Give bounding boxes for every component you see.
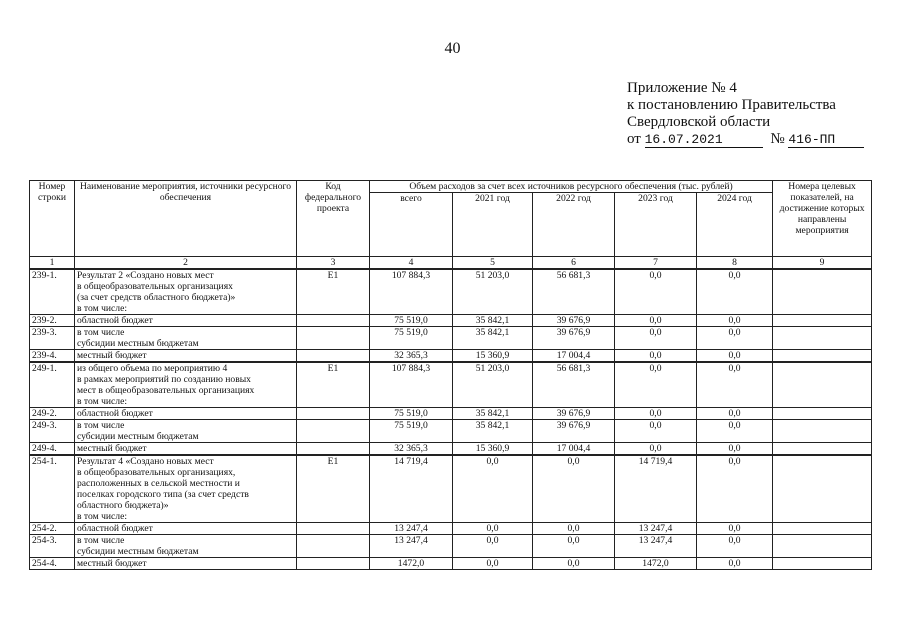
header-2023: 2023 год	[615, 193, 697, 257]
total-cell: 13 247,4	[370, 535, 453, 558]
table-body	[30, 269, 872, 570]
targets-cell	[773, 327, 872, 350]
table-row	[30, 327, 872, 350]
value-2023-cell: 13 247,4	[615, 535, 697, 558]
value-2022-cell: 17 004,4	[533, 443, 615, 456]
appendix-block	[627, 80, 864, 148]
value-2022-cell: 39 676,9	[533, 408, 615, 420]
value-2024-cell: 0,0	[697, 315, 773, 327]
appendix-resolution-line: к постановлению Правительства	[627, 97, 836, 113]
header-name: Наименование мероприятия, источники ресурсного обеспечения	[75, 181, 297, 257]
value-2023-cell: 1472,0	[615, 558, 697, 570]
header-2022: 2022 год	[533, 193, 615, 257]
targets-cell	[773, 455, 872, 523]
value-2024-cell: 0,0	[697, 362, 773, 408]
value-2023-cell: 0,0	[615, 443, 697, 456]
column-number: 3	[297, 257, 370, 270]
table-row	[30, 350, 872, 363]
total-cell: 107 884,3	[370, 362, 453, 408]
total-cell: 32 365,3	[370, 443, 453, 456]
value-2024-cell: 0,0	[697, 535, 773, 558]
table-row	[30, 558, 872, 570]
table-row	[30, 455, 872, 523]
value-2021-cell: 35 842,1	[453, 315, 533, 327]
federal-code-cell: Е1	[297, 362, 370, 408]
value-2022-cell: 0,0	[533, 558, 615, 570]
header-total: всего	[370, 193, 453, 257]
value-2022-cell: 0,0	[533, 523, 615, 535]
header-2024: 2024 год	[697, 193, 773, 257]
value-2022-cell: 0,0	[533, 455, 615, 523]
table-row	[30, 315, 872, 327]
value-2024-cell: 0,0	[697, 523, 773, 535]
federal-code-cell	[297, 443, 370, 456]
column-number: 4	[370, 257, 453, 270]
row-name-cell: в том числе субсидии местным бюджетам	[75, 420, 297, 443]
column-number: 6	[533, 257, 615, 270]
federal-code-cell	[297, 535, 370, 558]
value-2023-cell: 0,0	[615, 408, 697, 420]
value-2021-cell: 51 203,0	[453, 362, 533, 408]
row-number-cell: 239-3.	[30, 327, 75, 350]
value-2023-cell: 0,0	[615, 350, 697, 363]
federal-code-cell: Е1	[297, 269, 370, 315]
total-cell: 75 519,0	[370, 327, 453, 350]
value-2024-cell: 0,0	[697, 420, 773, 443]
value-2022-cell: 39 676,9	[533, 315, 615, 327]
total-cell: 75 519,0	[370, 420, 453, 443]
header-volume: Объем расходов за счет всех источников ресурсного обеспечения (тыс. рублей)	[370, 181, 773, 193]
value-2023-cell: 0,0	[615, 420, 697, 443]
row-name-cell: областной бюджет	[75, 315, 297, 327]
row-name-cell: областной бюджет	[75, 523, 297, 535]
row-number-cell: 249-2.	[30, 408, 75, 420]
value-2021-cell: 35 842,1	[453, 327, 533, 350]
table-row	[30, 408, 872, 420]
targets-cell	[773, 269, 872, 315]
value-2024-cell: 0,0	[697, 443, 773, 456]
targets-cell	[773, 558, 872, 570]
column-number-row	[30, 257, 872, 270]
row-name-cell: Результат 4 «Создано новых мест в общеобразовательных организациях, расположенных в сельской местности и поселках городского типа (за счет средств областного бюджета)» в том числе:	[75, 455, 297, 523]
row-number-cell: 254-4.	[30, 558, 75, 570]
federal-code-cell: Е1	[297, 455, 370, 523]
header-row-number: Номер строки	[30, 181, 75, 257]
value-2022-cell: 56 681,3	[533, 269, 615, 315]
row-name-cell: Результат 2 «Создано новых мест в общеобразовательных организациях (за счет средств областного бюджета)» в том числе:	[75, 269, 297, 315]
federal-code-cell	[297, 420, 370, 443]
value-2024-cell: 0,0	[697, 408, 773, 420]
federal-code-cell	[297, 558, 370, 570]
header-federal-code: Код федерального проекта	[297, 181, 370, 257]
row-number-cell: 249-4.	[30, 443, 75, 456]
resolution-number: 416-ПП	[788, 132, 864, 148]
federal-code-cell	[297, 327, 370, 350]
value-2021-cell: 15 360,9	[453, 350, 533, 363]
appendix-region-line: Свердловской области	[627, 114, 771, 130]
table-row	[30, 269, 872, 315]
value-2021-cell: 0,0	[453, 558, 533, 570]
row-number-cell: 249-1.	[30, 362, 75, 408]
table-row	[30, 523, 872, 535]
row-name-cell: местный бюджет	[75, 350, 297, 363]
row-name-cell: в том числе субсидии местным бюджетам	[75, 327, 297, 350]
column-number: 8	[697, 257, 773, 270]
appendix-title: Приложение № 4	[627, 80, 737, 96]
targets-cell	[773, 420, 872, 443]
value-2024-cell: 0,0	[697, 455, 773, 523]
row-number-cell: 249-3.	[30, 420, 75, 443]
table-row	[30, 362, 872, 408]
column-number: 5	[453, 257, 533, 270]
header-2021: 2021 год	[453, 193, 533, 257]
from-label: от	[627, 131, 641, 147]
federal-code-cell	[297, 408, 370, 420]
value-2023-cell: 14 719,4	[615, 455, 697, 523]
value-2022-cell: 39 676,9	[533, 327, 615, 350]
value-2021-cell: 35 842,1	[453, 408, 533, 420]
header-targets: Номера целевых показателей, на достижение которых направлены мероприятия	[773, 181, 872, 257]
targets-cell	[773, 362, 872, 408]
targets-cell	[773, 350, 872, 363]
value-2021-cell: 35 842,1	[453, 420, 533, 443]
table-row	[30, 535, 872, 558]
total-cell: 14 719,4	[370, 455, 453, 523]
appendix-date-line	[627, 131, 864, 148]
value-2021-cell: 0,0	[453, 455, 533, 523]
total-cell: 75 519,0	[370, 408, 453, 420]
total-cell: 1472,0	[370, 558, 453, 570]
value-2023-cell: 0,0	[615, 362, 697, 408]
value-2021-cell: 0,0	[453, 523, 533, 535]
value-2024-cell: 0,0	[697, 327, 773, 350]
row-name-cell: из общего объема по мероприятию 4 в рамках мероприятий по созданию новых мест в общеобразовательных организациях в том числе:	[75, 362, 297, 408]
number-label: №	[770, 131, 785, 147]
targets-cell	[773, 535, 872, 558]
value-2024-cell: 0,0	[697, 558, 773, 570]
table-row	[30, 420, 872, 443]
value-2022-cell: 56 681,3	[533, 362, 615, 408]
row-number-cell: 239-2.	[30, 315, 75, 327]
value-2024-cell: 0,0	[697, 269, 773, 315]
value-2023-cell: 0,0	[615, 327, 697, 350]
column-number: 9	[773, 257, 872, 270]
value-2021-cell: 0,0	[453, 535, 533, 558]
value-2022-cell: 17 004,4	[533, 350, 615, 363]
total-cell: 32 365,3	[370, 350, 453, 363]
value-2023-cell: 0,0	[615, 269, 697, 315]
column-number: 7	[615, 257, 697, 270]
value-2022-cell: 0,0	[533, 535, 615, 558]
value-2022-cell: 39 676,9	[533, 420, 615, 443]
row-number-cell: 239-1.	[30, 269, 75, 315]
row-number-cell: 254-1.	[30, 455, 75, 523]
row-name-cell: в том числе субсидии местным бюджетам	[75, 535, 297, 558]
column-number: 1	[30, 257, 75, 270]
total-cell: 107 884,3	[370, 269, 453, 315]
value-2021-cell: 51 203,0	[453, 269, 533, 315]
federal-code-cell	[297, 315, 370, 327]
targets-cell	[773, 315, 872, 327]
row-number-cell: 254-3.	[30, 535, 75, 558]
federal-code-cell	[297, 350, 370, 363]
table-row	[30, 443, 872, 456]
value-2023-cell: 13 247,4	[615, 523, 697, 535]
total-cell: 75 519,0	[370, 315, 453, 327]
row-name-cell: областной бюджет	[75, 408, 297, 420]
expense-table	[29, 180, 872, 570]
row-name-cell: местный бюджет	[75, 558, 297, 570]
row-number-cell: 239-4.	[30, 350, 75, 363]
value-2021-cell: 15 360,9	[453, 443, 533, 456]
row-number-cell: 254-2.	[30, 523, 75, 535]
targets-cell	[773, 443, 872, 456]
targets-cell	[773, 408, 872, 420]
total-cell: 13 247,4	[370, 523, 453, 535]
row-name-cell: местный бюджет	[75, 443, 297, 456]
page-number: 40	[444, 40, 461, 57]
resolution-date: 16.07.2021	[645, 132, 763, 148]
value-2024-cell: 0,0	[697, 350, 773, 363]
value-2023-cell: 0,0	[615, 315, 697, 327]
federal-code-cell	[297, 523, 370, 535]
column-number: 2	[75, 257, 297, 270]
targets-cell	[773, 523, 872, 535]
